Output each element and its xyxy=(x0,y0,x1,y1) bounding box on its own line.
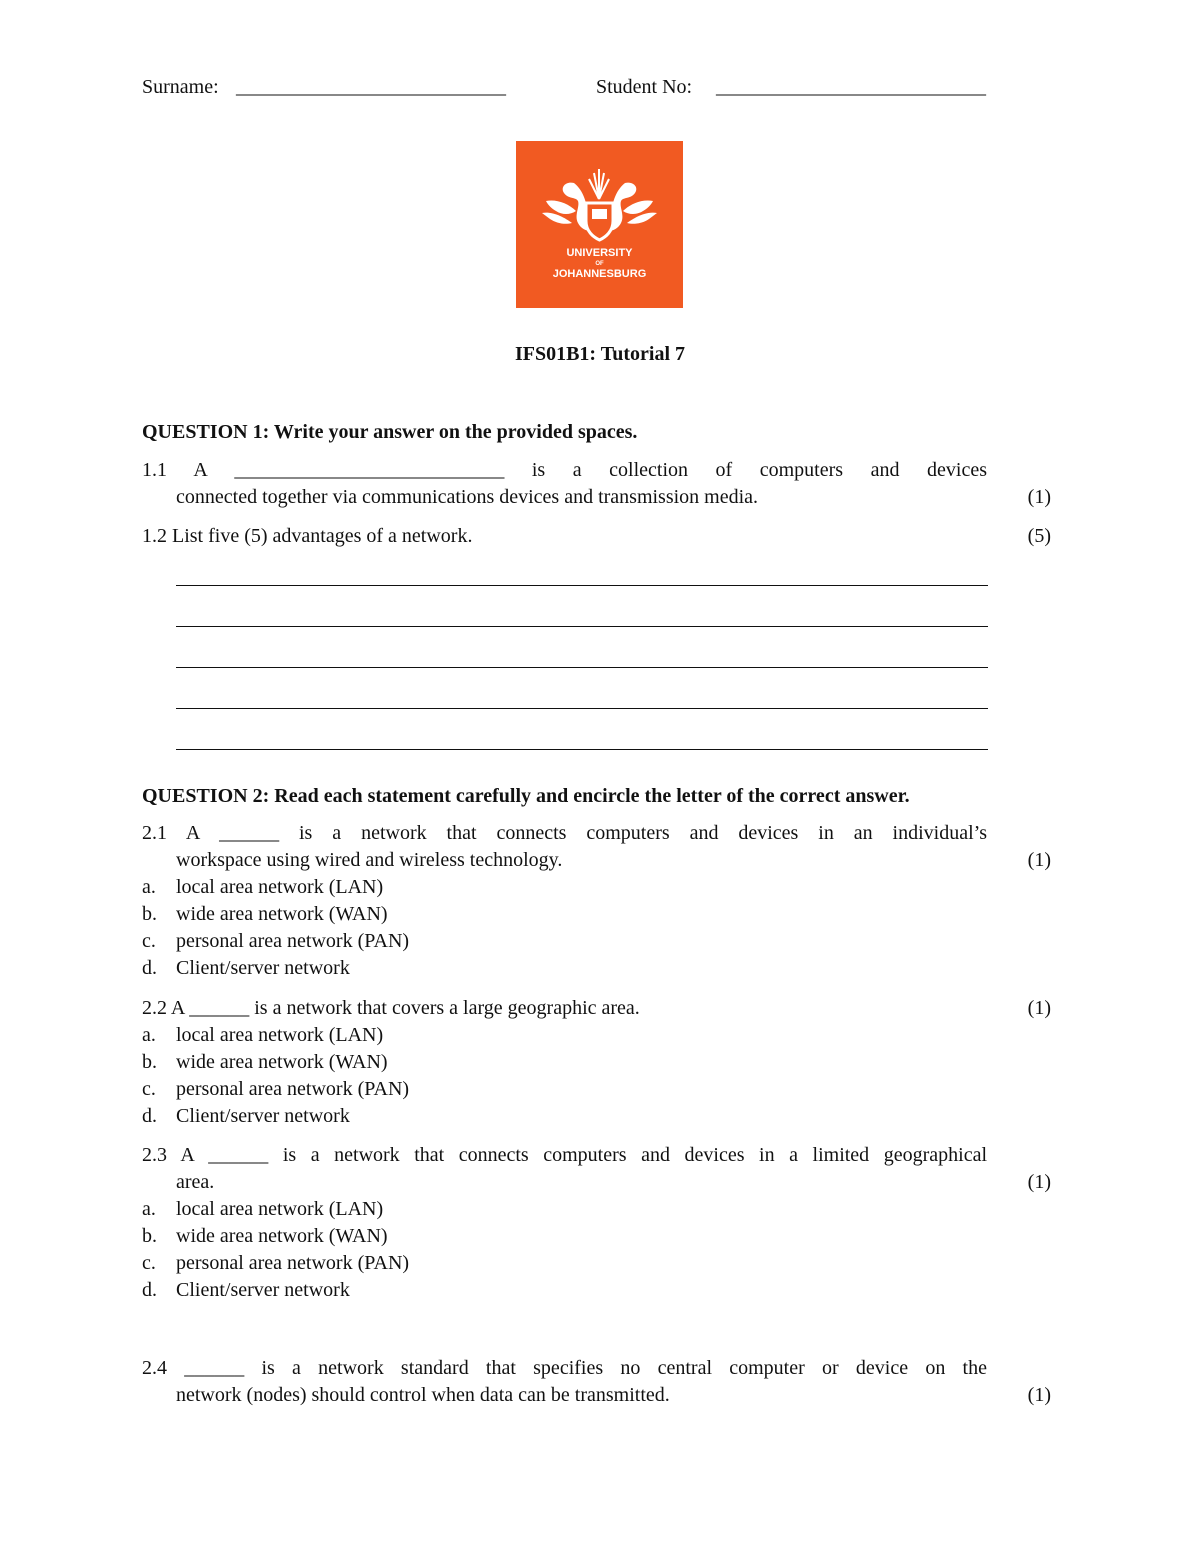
surname-label: Surname: xyxy=(142,76,224,98)
q2-3-option-c: personal area network (PAN) xyxy=(176,1252,410,1274)
q1-1-line2: connected together via communications devices and transmission media. xyxy=(176,486,759,508)
q2-1-line1: 2.1 A ______ is a network that connects computers and devices in an individual’s xyxy=(142,822,987,844)
student-no-blank[interactable]: ___________________________ xyxy=(716,76,986,98)
logo-text-of: OF xyxy=(595,261,604,267)
q2-1-option-a: local area network (LAN) xyxy=(176,876,384,898)
q2-3-option-d-letter[interactable]: d. xyxy=(142,1279,157,1301)
q1-2-marks: (5) xyxy=(1027,525,1051,547)
q2-3-option-b: wide area network (WAN) xyxy=(176,1225,388,1247)
q2-2-line1: 2.2 A ______ is a network that covers a large geographic area. xyxy=(142,997,640,1019)
q2-3-line2: area. xyxy=(176,1171,215,1193)
q2-2-option-a-letter[interactable]: a. xyxy=(142,1024,156,1046)
surname-blank[interactable]: ___________________________ xyxy=(236,76,506,98)
q2-3-option-a: local area network (LAN) xyxy=(176,1198,384,1220)
q2-2-option-c-letter[interactable]: c. xyxy=(142,1078,156,1100)
q2-1-marks: (1) xyxy=(1027,849,1051,871)
q2-4-marks: (1) xyxy=(1027,1384,1051,1406)
question2-heading: QUESTION 2: Read each statement carefully and encircle the letter of the correct answer. xyxy=(142,785,910,807)
q2-1-option-d: Client/server network xyxy=(176,957,350,979)
q2-3-option-b-letter[interactable]: b. xyxy=(142,1225,157,1247)
q2-2-option-a: local area network (LAN) xyxy=(176,1024,384,1046)
q2-1-option-b-letter[interactable]: b. xyxy=(142,903,157,925)
university-logo xyxy=(516,141,683,308)
q2-3-option-c-letter[interactable]: c. xyxy=(142,1252,156,1274)
q2-3-option-a-letter[interactable]: a. xyxy=(142,1198,156,1220)
page-title: IFS01B1: Tutorial 7 xyxy=(514,343,686,365)
student-no-label: Student No: xyxy=(596,76,698,98)
q2-2-marks: (1) xyxy=(1027,997,1051,1019)
q2-1-option-b: wide area network (WAN) xyxy=(176,903,388,925)
question1-heading: QUESTION 1: Write your answer on the provided spaces. xyxy=(142,421,638,443)
q2-2-option-c: personal area network (PAN) xyxy=(176,1078,410,1100)
answer-line-4[interactable] xyxy=(176,708,988,709)
q1-2-text: 1.2 List five (5) advantages of a network. xyxy=(142,525,473,547)
logo-text-johannesburg: JOHANNESBURG xyxy=(552,268,647,280)
answer-line-5[interactable] xyxy=(176,749,988,750)
q2-2-option-d-letter[interactable]: d. xyxy=(142,1105,157,1127)
q2-1-option-a-letter[interactable]: a. xyxy=(142,876,156,898)
answer-line-3[interactable] xyxy=(176,667,988,668)
q2-1-option-c: personal area network (PAN) xyxy=(176,930,410,952)
q2-1-line2: workspace using wired and wireless technology. xyxy=(176,849,563,871)
q2-4-line1: 2.4 ______ is a network standard that specifies no central computer or device on the xyxy=(142,1357,987,1379)
q1-1-line1: 1.1 A ___________________________ is a collection of computers and devices xyxy=(142,459,987,481)
q2-2-option-d: Client/server network xyxy=(176,1105,350,1127)
logo-text-university: UNIVERSITY xyxy=(566,247,633,259)
q2-2-option-b-letter[interactable]: b. xyxy=(142,1051,157,1073)
q1-1-marks: (1) xyxy=(1027,486,1051,508)
q2-1-option-c-letter[interactable]: c. xyxy=(142,930,156,952)
q2-3-option-d: Client/server network xyxy=(176,1279,350,1301)
q2-1-option-d-letter[interactable]: d. xyxy=(142,957,157,979)
answer-line-1[interactable] xyxy=(176,585,988,586)
q2-3-marks: (1) xyxy=(1027,1171,1051,1193)
q2-2-option-b: wide area network (WAN) xyxy=(176,1051,388,1073)
q2-4-line2: network (nodes) should control when data can be transmitted. xyxy=(176,1384,670,1406)
crest-icon xyxy=(516,141,683,308)
answer-line-2[interactable] xyxy=(176,626,988,627)
q2-3-line1: 2.3 A ______ is a network that connects computers and devices in a limited geographical xyxy=(142,1144,987,1166)
